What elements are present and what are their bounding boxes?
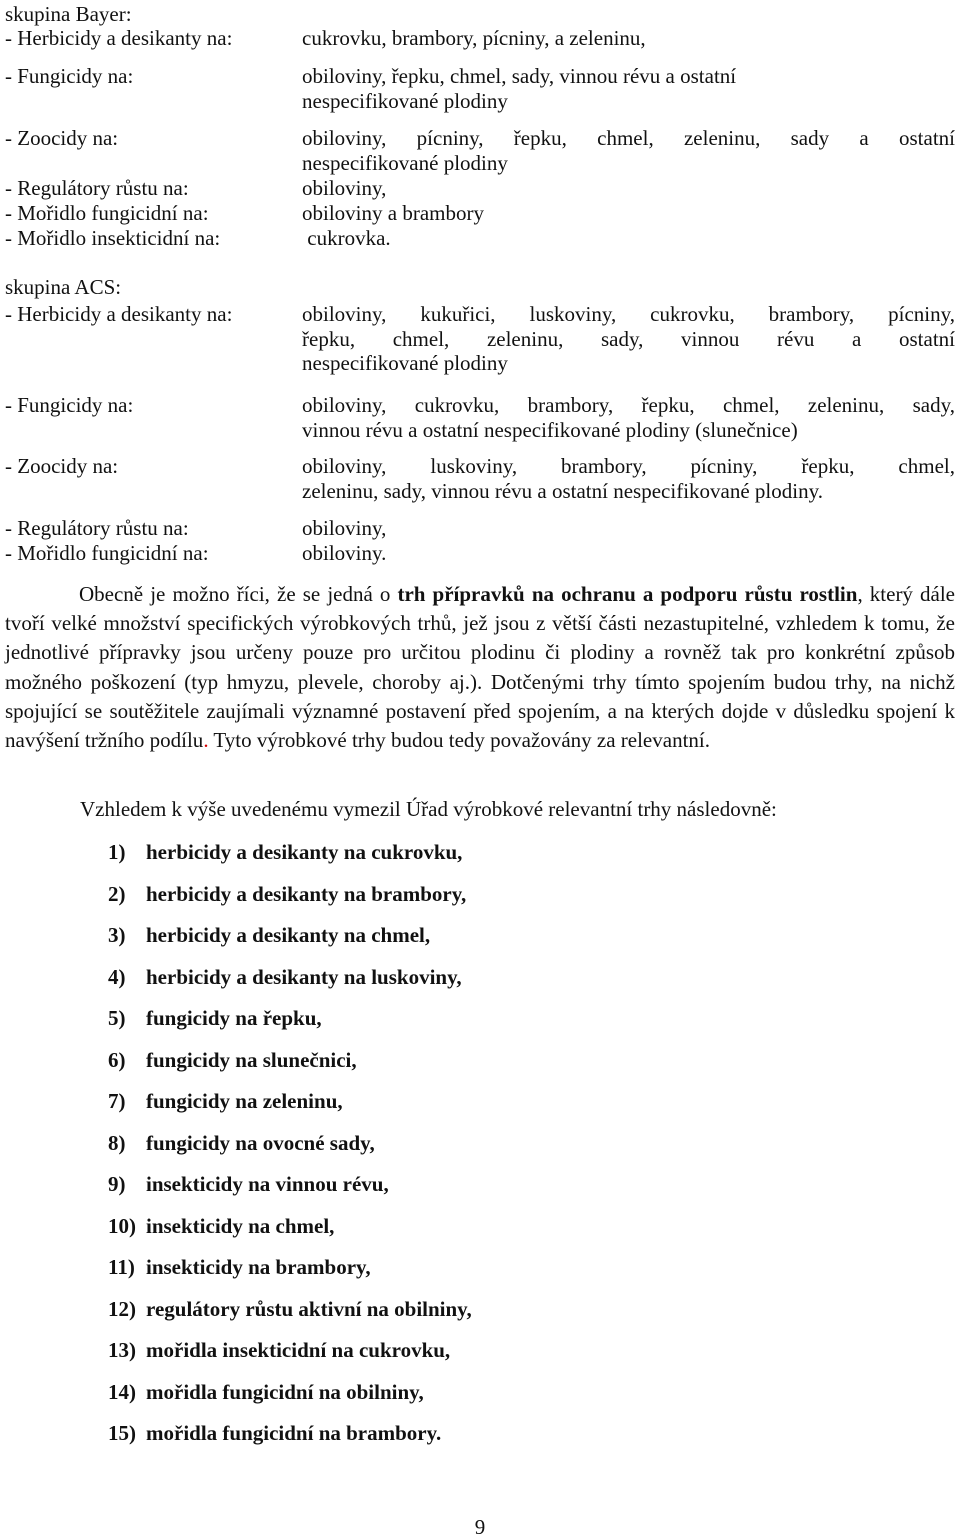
paragraph-bold-term: trh přípravků na ochranu a podporu růstu rostlin (397, 582, 858, 606)
market-item (108, 1006, 472, 1048)
paragraph-text: Tyto výrobkové trhy budou tedy považovány za relevantní. (208, 728, 710, 753)
row-value-line: obiloviny, kukuřici, luskoviny, cukrovku, brambory, pícniny, (302, 302, 955, 326)
market-item (108, 1131, 472, 1173)
market-item-text: herbicidy a desikanty na luskoviny, (146, 964, 462, 989)
market-item-number: 7) (108, 1089, 126, 1113)
row-label: - Regulátory růstu na: (5, 516, 189, 540)
row-value (302, 302, 955, 376)
market-item (108, 1380, 472, 1422)
market-item-number: 15) (108, 1421, 136, 1445)
market-item (108, 1048, 472, 1090)
bayer-group-title: skupina Bayer: (5, 2, 132, 26)
paragraph-text: Obecně je možno říci, že se jedná o (79, 582, 398, 606)
row-label: - Mořidlo fungicidní na: (5, 541, 209, 565)
markets-intro: Vzhledem k výše uvedenému vymezil Úřad výrobkové relevantní trhy následovně: (80, 797, 777, 821)
market-item-number: 5) (108, 1006, 126, 1030)
market-item-text: fungicidy na zeleninu, (146, 1089, 343, 1113)
row-label: - Zoocidy na: (5, 454, 119, 478)
row-label: - Zoocidy na: (5, 126, 119, 150)
acs-group-title: skupina ACS: (5, 275, 122, 299)
row-value-line: nespecifikované plodiny (302, 150, 508, 175)
row-value (302, 454, 955, 503)
market-item-number: 10) (108, 1213, 136, 1238)
market-item-text: fungicidy na ovocné sady, (146, 1130, 375, 1155)
row-value-line: obiloviny. (302, 541, 387, 565)
market-item (108, 882, 472, 924)
market-item (108, 923, 472, 965)
market-item (108, 1255, 472, 1297)
market-item-text: mořidla fungicidní na brambory. (146, 1421, 442, 1445)
row-value-line: cukrovku, brambory, pícniny, a zeleninu, (302, 26, 646, 50)
page-number: 9 (474, 1515, 486, 1539)
market-item-number: 14) (108, 1379, 136, 1404)
row-label: - Herbicidy a desikanty na: (5, 26, 233, 50)
market-item-number: 8) (108, 1130, 126, 1155)
row-value (302, 126, 955, 175)
market-item (108, 840, 472, 882)
market-item-number: 4) (108, 964, 126, 989)
market-item-text: herbicidy a desikanty na chmel, (146, 923, 431, 947)
market-item-number: 12) (108, 1296, 136, 1321)
market-item-number: 6) (108, 1047, 126, 1072)
market-item (108, 1089, 472, 1131)
row-value (302, 516, 955, 541)
row-value-line: cukrovka. (302, 226, 391, 250)
row-value (302, 226, 955, 251)
row-label: - Regulátory růstu na: (5, 176, 189, 200)
row-label: - Mořidlo insekticidní na: (5, 226, 221, 250)
row-value-line: nespecifikované plodiny (302, 88, 508, 113)
market-item-number: 2) (108, 881, 126, 906)
market-item-text: regulátory růstu aktivní na obilniny, (146, 1296, 472, 1321)
row-value-line: řepku, chmel, zeleninu, sady, vinnou révu a ostatní (302, 326, 955, 351)
row-value (302, 26, 955, 51)
market-item-number: 9) (108, 1172, 126, 1196)
market-item-text: insekticidy na vinnou révu, (146, 1172, 389, 1196)
row-value (302, 393, 955, 442)
row-value-line: obiloviny, luskoviny, brambory, pícniny, řepku, chmel, (302, 454, 955, 478)
row-value-line: obiloviny, cukrovku, brambory, řepku, chmel, zeleninu, sady, (302, 393, 955, 417)
market-item-number: 11) (108, 1255, 135, 1279)
row-value-line: obiloviny, řepku, chmel, sady, vinnou révu a ostatní (302, 64, 737, 88)
row-value-line: obiloviny, (302, 176, 387, 200)
row-label: - Herbicidy a desikanty na: (5, 302, 233, 326)
market-item (108, 1214, 472, 1256)
market-item (108, 1172, 472, 1214)
paragraph-red-mark: . (203, 728, 209, 753)
row-label: - Fungicidy na: (5, 64, 134, 88)
market-item-number: 13) (108, 1338, 136, 1362)
row-value-line: vinnou révu a ostatní nespecifikované plodiny (slunečnice) (302, 417, 798, 442)
market-item-text: herbicidy a desikanty na cukrovku, (146, 840, 463, 864)
market-item-text: insekticidy na chmel, (146, 1213, 335, 1238)
row-value-line: nespecifikované plodiny (302, 351, 508, 375)
row-value-line: zeleninu, sady, vinnou révu a ostatní nespecifikované plodiny. (302, 478, 823, 503)
market-item-number: 3) (108, 923, 126, 947)
market-item-text: mořidla fungicidní na obilniny, (146, 1379, 424, 1404)
row-value-line: obiloviny a brambory (302, 201, 484, 225)
market-item-text: mořidla insekticidní na cukrovku, (146, 1338, 451, 1362)
row-value (302, 541, 955, 566)
row-value-line: obiloviny, (302, 516, 387, 540)
body-paragraph (5, 580, 955, 755)
market-item-text: insekticidy na brambory, (146, 1255, 371, 1279)
market-item (108, 1338, 472, 1380)
market-item-number: 1) (108, 840, 126, 864)
row-value (302, 176, 955, 201)
market-item-text: fungicidy na řepku, (146, 1006, 322, 1030)
row-label: - Mořidlo fungicidní na: (5, 201, 209, 225)
market-item (108, 965, 472, 1007)
market-item-text: fungicidy na slunečnici, (146, 1047, 357, 1072)
market-item (108, 1421, 472, 1463)
row-value (302, 64, 955, 113)
row-value (302, 201, 955, 226)
row-value-line: obiloviny, pícniny, řepku, chmel, zeleninu, sady a ostatní (302, 126, 955, 150)
row-label: - Fungicidy na: (5, 393, 134, 417)
relevant-markets-list (108, 840, 472, 1463)
market-item (108, 1297, 472, 1339)
paragraph-text: , který dále tvoří velké množství specifických výrobkových trhů, jež jsou z větší části nezastupitelné, vzhledem k tomu, že jednotlivé přípravky jsou určeny pouze pro určitou plodinu či plodiny a rovněž tak pro konkrétní způsob možného poškození (typ hmyzu, plevele, choroby aj.). Dotčenými trhy tímto spojením budou trhy, na nichž spojující se soutěžitele zaujímali významné postavení před spojením, a na kterých dojde v důsledku spojení k navýšení tržního podílu (5, 582, 955, 753)
market-item-text: herbicidy a desikanty na brambory, (146, 881, 467, 906)
